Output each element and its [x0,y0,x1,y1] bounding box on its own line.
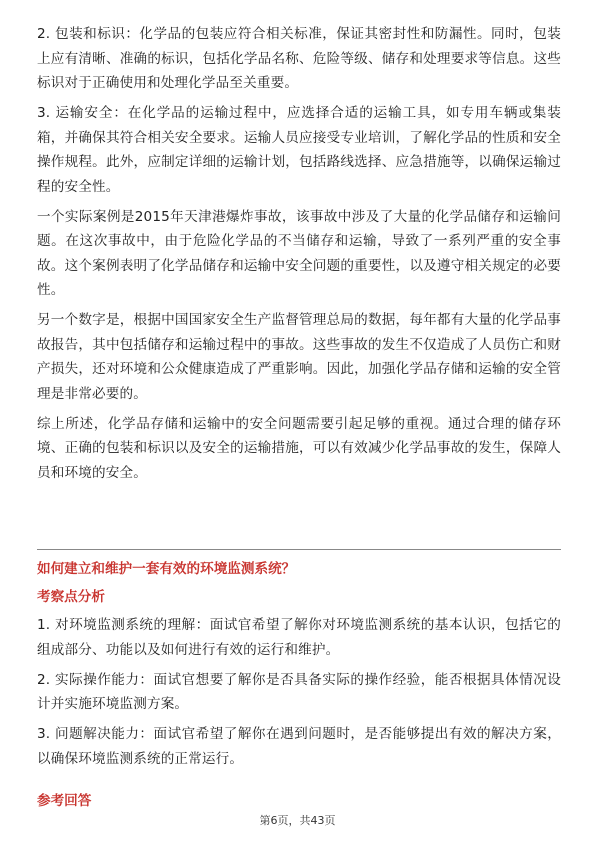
analysis-heading: 考察点分析 [37,589,105,605]
answer-heading: 参考回答 [37,793,92,809]
paragraph-summary: 综上所述，化学品存储和运输中的安全问题需要引起足够的重视。通过合理的储存环境、正确的包装和标识以及安全的运输措施，可以有效减少化学品事故的发生，保障人员和环境的安全。 [37,415,561,481]
paragraph-tianjin-case: 一个实际案例是2015年天津港爆炸事故，该事故中涉及了大量的化学品储存和运输问题。在这次事故中，由于危险化学品的不当储存和运输，导致了一系列严重的安全事故。这个案例表明了化学品储存和运输中安全问题的重要性，以及遵守相关规定的必要性。 [37,208,561,298]
question-section [37,557,561,777]
section-divider [37,549,561,550]
question-title: 如何建立和维护一套有效的环境监测系统？ [37,561,296,577]
paragraph-statistics: 另一个数字是，根据中国国家安全生产监督管理总局的数据，每年都有大量的化学品事故报告，其中包括储存和运输过程中的事故。这些事故的发生不仅造成了人员伤亡和财产损失，还对环境和公众健康造成了严重影响。因此，加强化学品存储和运输的安全管理是非常必要的。 [37,312,561,402]
analysis-item-practical: 2. 实际操作能力：面试官想要了解你是否具备实际的操作经验，能否根据具体情况设计并实施环境监测方案。 [37,671,561,712]
paragraph-transport-safety: 3. 运输安全：在化学品的运输过程中，应选择合适的运输工具，如专用车辆或集装箱，并确保其符合相关安全要求。运输人员应接受专业培训，了解化学品的性质和安全操作规程。此外，应制定详细的运输计划，包括路线选择、应急措施等，以确保运输过程的安全性。 [37,105,561,195]
analysis-item-understanding: 1. 对环境监测系统的理解：面试官希望了解你对环境监测系统的基本认识，包括它的组成部分、功能以及如何进行有效的运行和维护。 [37,617,561,658]
page-number: 第6页，共43页 [259,814,336,827]
paragraph-packaging: 2. 包装和标识：化学品的包装应符合相关标准，保证其密封性和防漏性。同时，包装上应有清晰、准确的标识，包括化学品名称、危险等级、储存和处理要求等信息。这些标识对于正确使用和处理化学品至关重要。 [37,26,561,91]
analysis-item-problem-solving: 3. 问题解决能力：面试官希望了解你在遇到问题时，是否能够提出有效的解决方案，以确保环境监测系统的正常运行。 [37,726,561,767]
body-text [37,22,561,491]
